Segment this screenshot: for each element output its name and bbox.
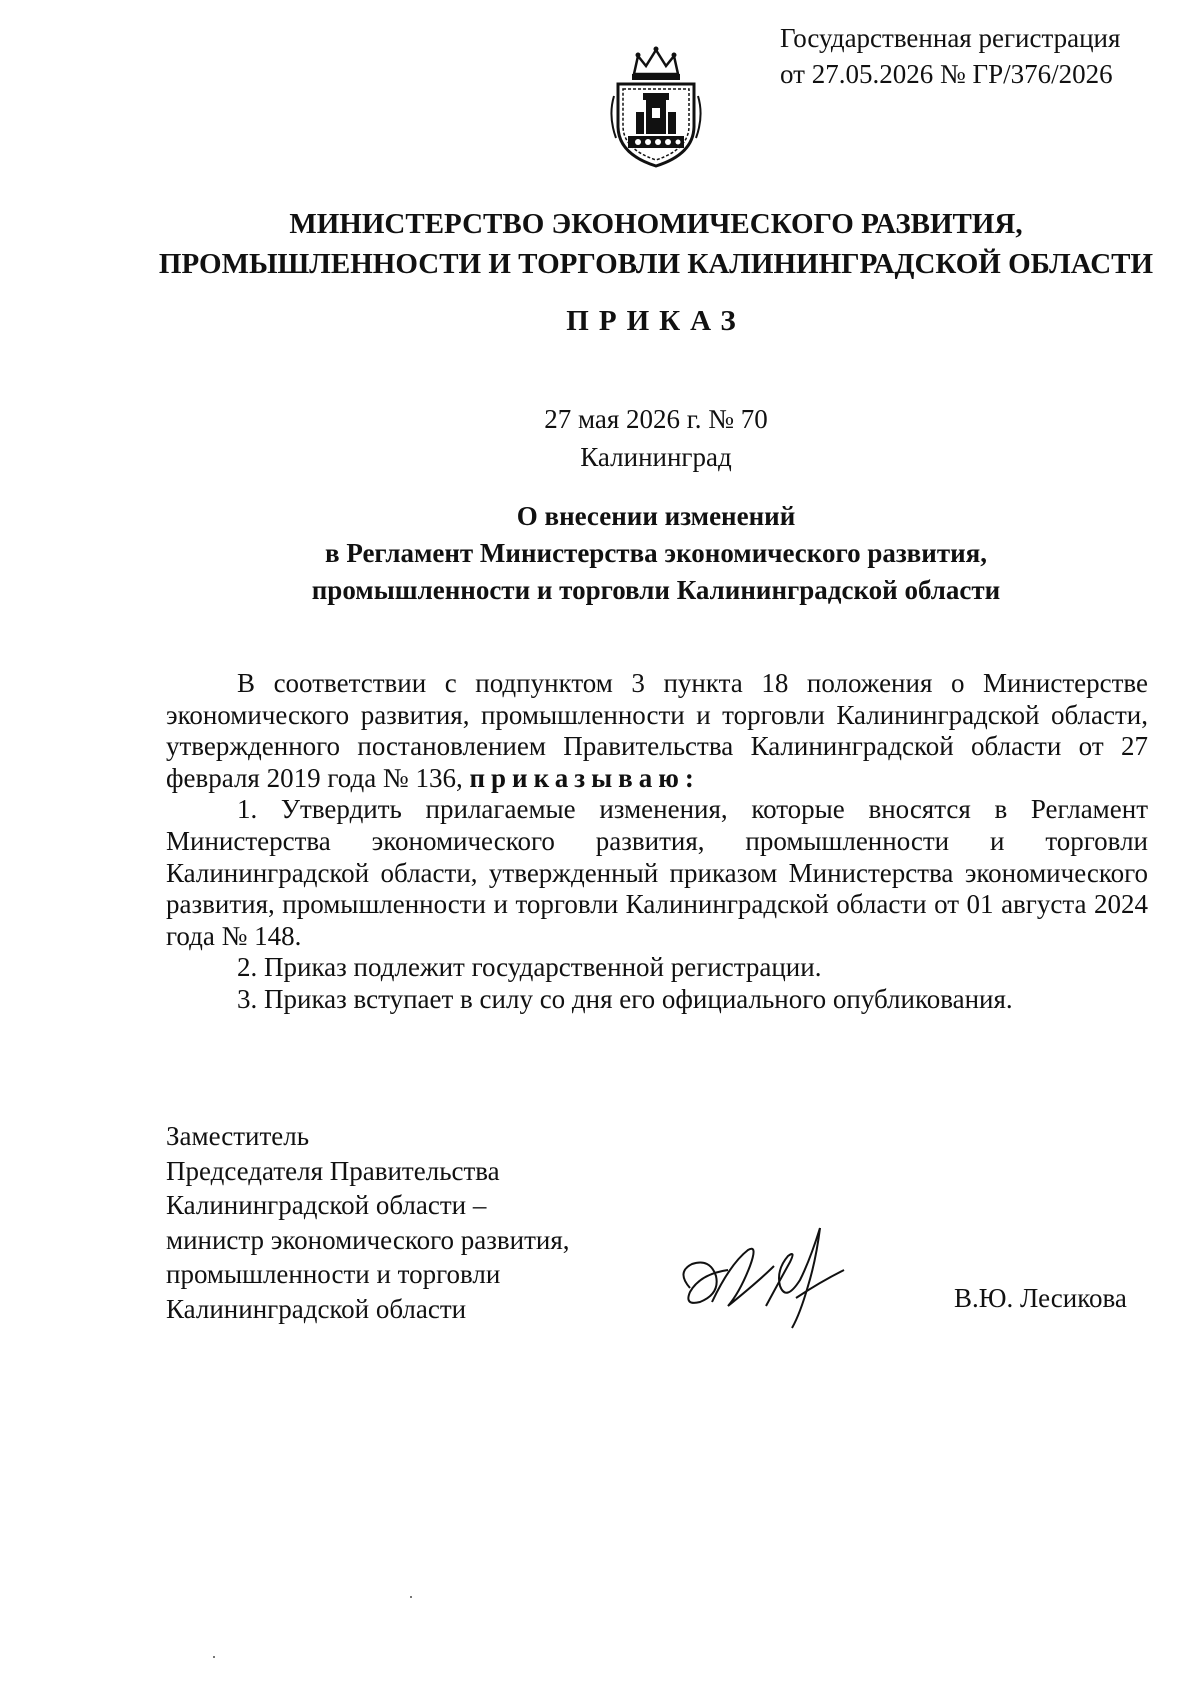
signer-position-line: министр экономического развития, [166, 1224, 570, 1255]
subject-line-1: О внесении изменений [516, 501, 796, 531]
coat-of-arms-icon [608, 46, 704, 170]
ministry-name-line-2: ПРОМЫШЛЕННОСТИ И ТОРГОВЛИ КАЛИНИНГРАДСКОЙ ОБЛАСТИ [158, 248, 1154, 280]
scan-speck [213, 1656, 215, 1658]
signer-position-line: Калининградской области – [166, 1190, 487, 1221]
registration-line-2: от 27.05.2026 № ГР/376/2026 [780, 59, 1113, 89]
order-subject [0, 498, 1200, 609]
handwritten-signature-icon [670, 1210, 850, 1330]
ministry-name [0, 204, 1200, 284]
signer-position-line: Председателя Правительства [166, 1155, 500, 1186]
order-city: Калининград [580, 442, 732, 472]
order-date-number: 27 мая 2026 г. № 70 [544, 404, 768, 434]
preamble-text: В соответствии с подпунктом 3 пункта 18 положения о Министерстве экономического развития, промышленности и торговли Калининградской области, утвержденного постановлением Правительства Калининградской области от 27 февраля 2019 года № 136, [166, 668, 1148, 793]
signer-position-line: промышленности и торговли [166, 1259, 501, 1290]
signer-name: В.Ю. Лесикова [954, 1283, 1127, 1313]
registration-stamp [780, 20, 1120, 92]
ministry-name-line-1: МИНИСТЕРСТВО ЭКОНОМИЧЕСКОГО РАЗВИТИЯ, [289, 208, 1023, 240]
order-body [166, 668, 1148, 1016]
signer-position-line: Калининградской области [166, 1293, 467, 1324]
registration-line-1: Государственная регистрация [780, 23, 1121, 53]
document-type: ПРИКАЗ [566, 305, 746, 337]
command-word: приказываю: [469, 762, 700, 793]
subject-line-3: промышленности и торговли Калининградской области [311, 575, 1001, 605]
order-item-3: 3. Приказ вступает в силу со дня его официального опубликования. [237, 983, 1013, 1014]
order-item-1: 1. Утвердить прилагаемые изменения, которые вносятся в Регламент Министерства экономического развития, промышленности и торговли Калининградской области, утвержденный приказом Министерства экономического развития, промышленности и торговли Калининградской области от 01 августа 2024 года № 148. [166, 794, 1148, 951]
signer-position-line: Заместитель [166, 1121, 310, 1151]
scan-speck [410, 1596, 412, 1598]
order-date-block [0, 400, 1200, 476]
subject-line-2: в Регламент Министерства экономического развития, [324, 538, 987, 568]
order-item-2: 2. Приказ подлежит государственной регистрации. [237, 952, 822, 983]
signer-position [166, 1119, 569, 1327]
preamble-paragraph [166, 668, 1148, 794]
